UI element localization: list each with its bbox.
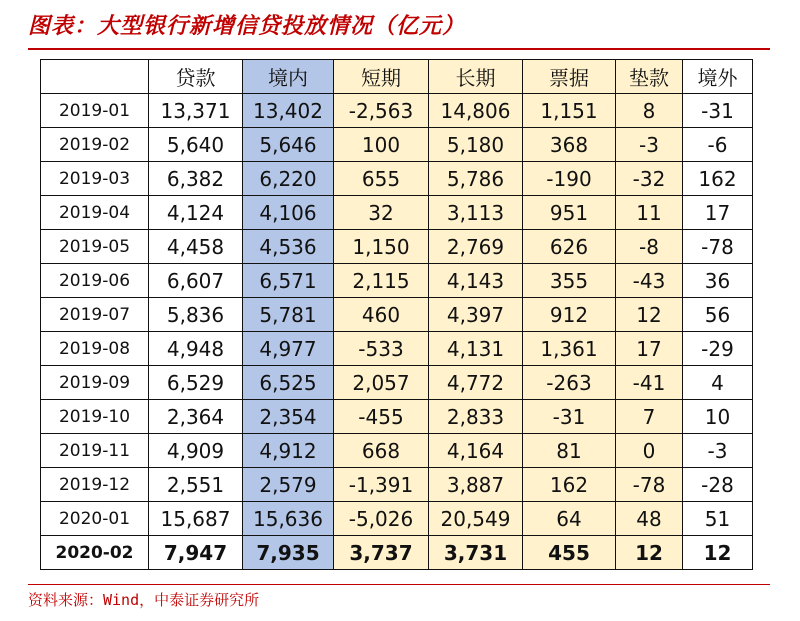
table-cell: 668	[334, 434, 429, 468]
table-cell: 4,948	[149, 332, 243, 366]
table-cell: 48	[616, 502, 683, 536]
table-cell: 455	[523, 536, 616, 570]
table-cell: -6	[683, 128, 753, 162]
table-cell: 7,947	[149, 536, 243, 570]
table-cell: 912	[523, 298, 616, 332]
table-cell: 2,364	[149, 400, 243, 434]
table-cell: 1,151	[523, 94, 616, 128]
table-cell: 655	[334, 162, 429, 196]
table-cell: -3	[683, 434, 753, 468]
table-cell: -8	[616, 230, 683, 264]
table-cell: 626	[523, 230, 616, 264]
table-cell: -1,391	[334, 468, 429, 502]
table-cell: 355	[523, 264, 616, 298]
table-cell: 20,549	[429, 502, 523, 536]
table-cell: 100	[334, 128, 429, 162]
table-cell: 1,150	[334, 230, 429, 264]
table-row	[41, 196, 753, 230]
table-cell: 17	[616, 332, 683, 366]
table-row	[41, 400, 753, 434]
table-cell: 13,371	[149, 94, 243, 128]
row-month-cell: 2019-08	[41, 332, 149, 366]
table-row	[41, 468, 753, 502]
header-row	[41, 60, 753, 94]
table-cell: 3,737	[334, 536, 429, 570]
table-row	[41, 366, 753, 400]
column-header: 垫款	[616, 60, 683, 94]
table-cell: 5,786	[429, 162, 523, 196]
table-cell: -263	[523, 366, 616, 400]
column-header: 境外	[683, 60, 753, 94]
table-cell: 4,124	[149, 196, 243, 230]
table-row	[41, 502, 753, 536]
loan-table	[40, 59, 753, 570]
table-row	[41, 94, 753, 128]
table-cell: 3,731	[429, 536, 523, 570]
row-month-cell: 2019-01	[41, 94, 149, 128]
row-month-cell: 2019-03	[41, 162, 149, 196]
figure-title: 图表：大型银行新增信贷投放情况（亿元）	[28, 13, 466, 39]
table-cell: 12	[683, 536, 753, 570]
table-cell: 4,106	[243, 196, 334, 230]
table-cell: 4,536	[243, 230, 334, 264]
row-month-cell: 2019-02	[41, 128, 149, 162]
table-cell: 15,687	[149, 502, 243, 536]
table-cell: 2,551	[149, 468, 243, 502]
table-row	[41, 162, 753, 196]
table-cell: 17	[683, 196, 753, 230]
table-cell: 4,143	[429, 264, 523, 298]
table-row	[41, 264, 753, 298]
table-cell: 4,397	[429, 298, 523, 332]
table-cell: 11	[616, 196, 683, 230]
table-cell: 4,912	[243, 434, 334, 468]
table-cell: 6,220	[243, 162, 334, 196]
row-month-cell: 2019-10	[41, 400, 149, 434]
table-cell: 1,361	[523, 332, 616, 366]
table-cell: 6,529	[149, 366, 243, 400]
table-cell: 2,354	[243, 400, 334, 434]
table-cell: 6,571	[243, 264, 334, 298]
table-cell: 4	[683, 366, 753, 400]
table-cell: -29	[683, 332, 753, 366]
table-cell: 4,131	[429, 332, 523, 366]
table-cell: -78	[683, 230, 753, 264]
row-month-cell: 2019-06	[41, 264, 149, 298]
table-cell: 0	[616, 434, 683, 468]
table-cell: 3,887	[429, 468, 523, 502]
column-header: 贷款	[149, 60, 243, 94]
table-cell: 4,164	[429, 434, 523, 468]
row-month-cell: 2019-04	[41, 196, 149, 230]
table-cell: 460	[334, 298, 429, 332]
table-cell: 32	[334, 196, 429, 230]
row-month-cell: 2019-11	[41, 434, 149, 468]
table-cell: 6,525	[243, 366, 334, 400]
table-cell: 12	[616, 536, 683, 570]
table-cell: 3,113	[429, 196, 523, 230]
table-cell: 12	[616, 298, 683, 332]
table-cell: 4,977	[243, 332, 334, 366]
column-header: 票据	[523, 60, 616, 94]
table-cell: 10	[683, 400, 753, 434]
table-cell: 36	[683, 264, 753, 298]
table-cell: -455	[334, 400, 429, 434]
table-cell: -28	[683, 468, 753, 502]
source-note: 资料来源：Wind，中泰证券研究所	[28, 591, 260, 609]
table-cell: 951	[523, 196, 616, 230]
title-rule	[28, 48, 770, 50]
table-cell: 5,180	[429, 128, 523, 162]
table-cell: 81	[523, 434, 616, 468]
header-corner-cell	[41, 60, 149, 94]
table-body	[41, 94, 753, 570]
column-header: 短期	[334, 60, 429, 94]
table-cell: -41	[616, 366, 683, 400]
column-header: 境内	[243, 60, 334, 94]
table-cell: 7	[616, 400, 683, 434]
table-cell: 162	[523, 468, 616, 502]
row-month-cell: 2020-02	[41, 536, 149, 570]
table-cell: 4,458	[149, 230, 243, 264]
table-cell: -533	[334, 332, 429, 366]
row-month-cell: 2020-01	[41, 502, 149, 536]
table-cell: 14,806	[429, 94, 523, 128]
row-month-cell: 2019-05	[41, 230, 149, 264]
column-header: 长期	[429, 60, 523, 94]
table-cell: 2,115	[334, 264, 429, 298]
table-cell: 5,836	[149, 298, 243, 332]
table-cell: 2,579	[243, 468, 334, 502]
table-cell: 7,935	[243, 536, 334, 570]
table-cell: 2,833	[429, 400, 523, 434]
table-cell: 51	[683, 502, 753, 536]
source-rule	[28, 584, 770, 585]
table-cell: 368	[523, 128, 616, 162]
table-row	[41, 128, 753, 162]
table-cell: -43	[616, 264, 683, 298]
table-row	[41, 332, 753, 366]
table-cell: 4,772	[429, 366, 523, 400]
table-cell: 8	[616, 94, 683, 128]
table-cell: 2,057	[334, 366, 429, 400]
table-cell: -31	[523, 400, 616, 434]
table-cell: 4,909	[149, 434, 243, 468]
table-cell: 64	[523, 502, 616, 536]
table-cell: 5,640	[149, 128, 243, 162]
table-cell: -5,026	[334, 502, 429, 536]
table-cell: -32	[616, 162, 683, 196]
row-month-cell: 2019-09	[41, 366, 149, 400]
table-cell: 6,607	[149, 264, 243, 298]
row-month-cell: 2019-12	[41, 468, 149, 502]
table-cell: -31	[683, 94, 753, 128]
table-row	[41, 536, 753, 570]
row-month-cell: 2019-07	[41, 298, 149, 332]
table-row	[41, 298, 753, 332]
table-row	[41, 230, 753, 264]
table-cell: -190	[523, 162, 616, 196]
table-cell: 6,382	[149, 162, 243, 196]
table-row	[41, 434, 753, 468]
table-cell: 5,646	[243, 128, 334, 162]
table-cell: 13,402	[243, 94, 334, 128]
table-cell: 5,781	[243, 298, 334, 332]
table-cell: 2,769	[429, 230, 523, 264]
table-cell: 162	[683, 162, 753, 196]
table-cell: -3	[616, 128, 683, 162]
table-cell: 56	[683, 298, 753, 332]
table-cell: 15,636	[243, 502, 334, 536]
table-cell: -78	[616, 468, 683, 502]
table-cell: -2,563	[334, 94, 429, 128]
